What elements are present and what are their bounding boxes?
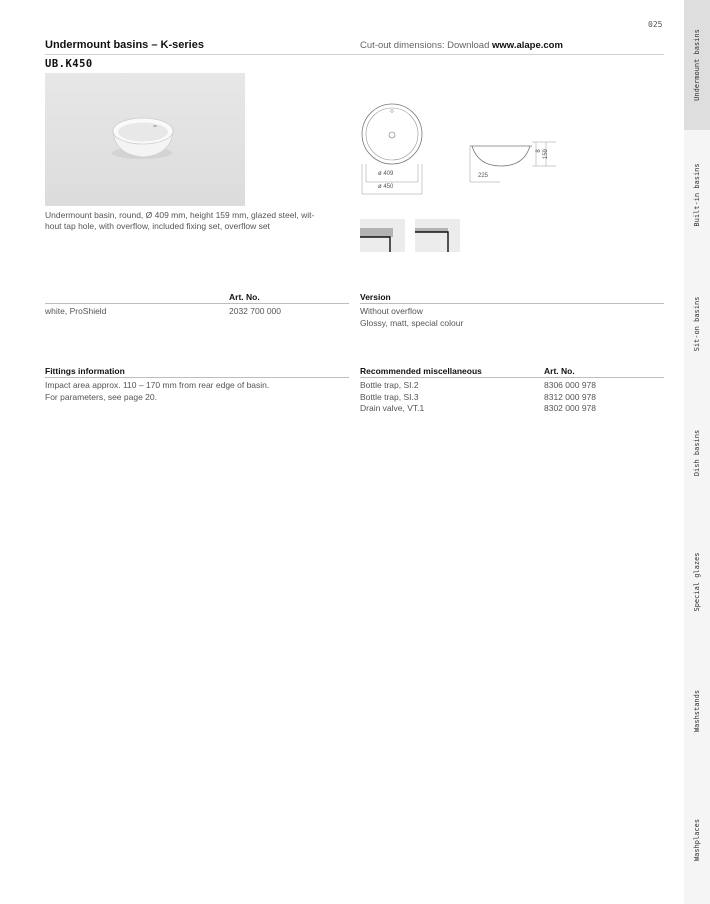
- version-header: Version: [360, 292, 391, 302]
- sidebar-item-sit-on-basins[interactable]: [684, 259, 710, 388]
- product-description: [45, 210, 345, 232]
- dim-outer-label: ø 450: [378, 184, 394, 190]
- sidebar-item-washstands[interactable]: [684, 646, 710, 775]
- misc-divider: [360, 377, 664, 378]
- misc-item-artno: 8312 000 978: [544, 391, 596, 402]
- version-line: Glossy, matt, special colour: [360, 317, 464, 328]
- dim-depth-label: 225: [478, 173, 489, 179]
- dim-height-label: 159: [543, 148, 549, 160]
- page-number: 025: [648, 20, 663, 29]
- description-line: hout tap hole, with overflow, included fixing set, overflow set: [45, 221, 270, 231]
- misc-item-name: Drain valve, VT.1: [360, 403, 425, 413]
- misc-item-artno: 8306 000 978: [544, 380, 596, 390]
- sidebar-item-washplaces[interactable]: [684, 775, 710, 904]
- sidebar-item-label: Undermount basins: [693, 29, 701, 101]
- misc-item-name: Bottle trap, SI.3: [360, 391, 419, 402]
- article-name: white, ProShield: [45, 306, 107, 316]
- cutout-info: [360, 40, 563, 51]
- sidebar-item-built-in-basins[interactable]: [684, 130, 710, 259]
- misc-item-artno: 8302 000 978: [544, 403, 596, 413]
- basin-photo-illustration: [45, 73, 245, 206]
- sidebar-item-label: Built-in basins: [693, 162, 701, 227]
- fittings-line: For parameters, see page 20.: [45, 391, 157, 402]
- description-line: Undermount basin, round, Ø 409 mm, height 159 mm, glazed steel, wit-: [45, 210, 315, 220]
- sidebar-item-special-glazes[interactable]: [684, 517, 710, 646]
- sidebar-item-dish-basins[interactable]: [684, 388, 710, 517]
- page-title: Undermount basins – K-series: [45, 39, 204, 51]
- sidebar-item-label: Special glazes: [693, 551, 701, 612]
- fittings-header: Fittings information: [45, 366, 125, 376]
- dim-inner-label: ø 409: [378, 171, 394, 177]
- profile-undermount-icon: [415, 219, 460, 252]
- dim-rim-label: 8: [536, 149, 542, 153]
- product-code: UB.K450: [45, 58, 93, 70]
- sidebar-item-label: Washplaces: [693, 818, 701, 861]
- header-divider: [45, 54, 664, 55]
- fittings-divider: [45, 377, 349, 378]
- misc-item-name: Bottle trap, SI.2: [360, 380, 419, 390]
- article-number: 2032 700 000: [229, 306, 281, 316]
- version-line: Without overflow: [360, 306, 423, 316]
- sidebar-item-label: Sit-on basins: [693, 296, 701, 351]
- cutout-text: Cut-out dimensions: Download: [360, 40, 490, 51]
- sidebar-item-label: Washstands: [693, 689, 701, 732]
- fittings-line: Impact area approx. 110 – 170 mm from rear edge of basin.: [45, 380, 270, 390]
- artno-header: Art. No.: [229, 292, 260, 302]
- sidebar-item-undermount-basins[interactable]: [684, 0, 710, 130]
- misc-artno-header: Art. No.: [544, 366, 575, 376]
- sidebar-item-label: Dish basins: [693, 429, 701, 476]
- table-divider: [45, 303, 349, 304]
- misc-header: Recommended miscellaneous: [360, 366, 482, 376]
- table-divider: [360, 303, 664, 304]
- technical-drawing: [360, 102, 560, 198]
- cutout-link[interactable]: www.alape.com: [492, 40, 563, 51]
- product-photo: [45, 73, 245, 206]
- profile-flush-icon: [360, 219, 405, 252]
- section-sidebar: [684, 0, 710, 904]
